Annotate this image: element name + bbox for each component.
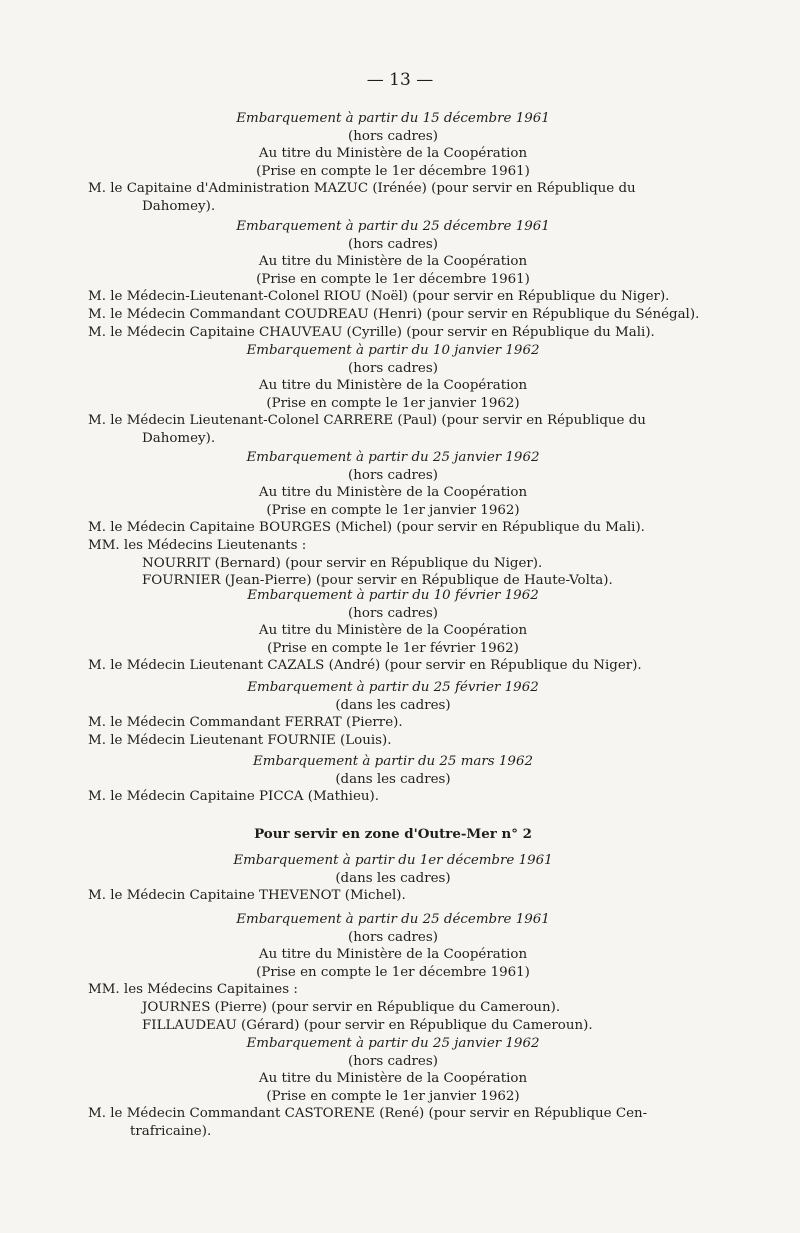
cadres-note: (dans les cadres) bbox=[335, 870, 451, 886]
ministry-line: Au titre du Ministère de la Coopération bbox=[258, 947, 528, 963]
entry-line: M. le Médecin Capitaine THEVENOT (Michel). bbox=[88, 888, 406, 904]
cadres-note: (hors cadres) bbox=[348, 929, 438, 945]
entry-line: M. le Médecin Lieutenant CAZALS (André) (pour servir en République du Niger). bbox=[88, 658, 642, 674]
embark-heading: Embarquement à partir du 10 janvier 1962 bbox=[246, 343, 540, 358]
ministry-line: Au titre du Ministère de la Coopération bbox=[258, 146, 528, 162]
entry-line: Dahomey). bbox=[142, 198, 216, 214]
cadres-note: (hors cadres) bbox=[348, 467, 438, 483]
cadres-note: (dans les cadres) bbox=[335, 697, 451, 713]
zone-section-1 bbox=[88, 852, 698, 905]
section-1 bbox=[88, 110, 698, 216]
entry-line: M. le Médecin Lieutenant FOURNIE (Louis). bbox=[88, 732, 392, 748]
prise-line: (Prise en compte le 1er janvier 1962) bbox=[266, 1088, 520, 1104]
zone-section-2 bbox=[88, 911, 698, 1034]
cadres-note: (hors cadres) bbox=[348, 1053, 438, 1069]
section-5 bbox=[88, 587, 698, 675]
cadres-note: (hors cadres) bbox=[348, 360, 438, 376]
prise-line: (Prise en compte le 1er décembre 1961) bbox=[256, 964, 530, 980]
cadres-note: (hors cadres) bbox=[348, 236, 438, 252]
entry-line: M. le Médecin Commandant FERRAT (Pierre). bbox=[88, 715, 403, 731]
entry-line: M. le Médecin Capitaine PICCA (Mathieu). bbox=[88, 789, 379, 805]
section-3 bbox=[88, 342, 698, 448]
cadres-note: (hors cadres) bbox=[348, 128, 438, 144]
entry-line: M. le Capitaine d'Administration MAZUC (Irénée) (pour servir en République du bbox=[88, 181, 636, 197]
section-7 bbox=[88, 753, 698, 806]
embark-heading: Embarquement à partir du 25 décembre 1961 bbox=[236, 219, 550, 234]
section-6 bbox=[88, 679, 698, 749]
page-number: — 13 — bbox=[366, 70, 434, 90]
entry-line: M. le Médecin Commandant COUDREAU (Henri) (pour servir en République du Sénégal). bbox=[88, 306, 700, 322]
ministry-line: Au titre du Ministère de la Coopération bbox=[258, 1071, 528, 1087]
entry-line: FOURNIER (Jean-Pierre) (pour servir en République de Haute-Volta). bbox=[142, 573, 613, 589]
prise-line: (Prise en compte le 1er janvier 1962) bbox=[266, 502, 520, 518]
embark-heading: Embarquement à partir du 10 février 1962 bbox=[247, 588, 539, 603]
prise-line: (Prise en compte le 1er février 1962) bbox=[267, 640, 519, 656]
cadres-note: (hors cadres) bbox=[348, 605, 438, 621]
embark-heading: Embarquement à partir du 25 février 1962 bbox=[247, 680, 539, 695]
entry-line: M. le Médecin Capitaine BOURGES (Michel) (pour servir en République du Mali). bbox=[88, 520, 645, 536]
zone-section-3 bbox=[88, 1035, 698, 1141]
embark-heading: Embarquement à partir du 15 décembre 1961 bbox=[236, 111, 550, 126]
ministry-line: Au titre du Ministère de la Coopération bbox=[258, 254, 528, 270]
ministry-line: Au titre du Ministère de la Coopération bbox=[258, 623, 528, 639]
entry-line: trafricaine). bbox=[130, 1123, 212, 1139]
embark-heading: Embarquement à partir du 25 décembre 1961 bbox=[236, 912, 550, 927]
section-4 bbox=[88, 449, 698, 590]
entry-line: Dahomey). bbox=[142, 430, 216, 446]
entry-line: M. le Médecin Capitaine CHAUVEAU (Cyrille) (pour servir en République du Mali). bbox=[88, 324, 655, 340]
embark-heading: Embarquement à partir du 25 mars 1962 bbox=[253, 754, 533, 769]
entry-line: NOURRIT (Bernard) (pour servir en République du Niger). bbox=[142, 555, 543, 571]
prise-line: (Prise en compte le 1er janvier 1962) bbox=[266, 395, 520, 411]
prise-line: (Prise en compte le 1er décembre 1961) bbox=[256, 271, 530, 287]
prise-line: (Prise en compte le 1er décembre 1961) bbox=[256, 163, 530, 179]
entry-line: M. le Médecin Commandant CASTORENE (René) (pour servir en République Cen- bbox=[88, 1106, 648, 1122]
entry-line: JOURNES (Pierre) (pour servir en République du Cameroun). bbox=[142, 999, 561, 1015]
zone-heading: Pour servir en zone d'Outre-Mer n° 2 bbox=[254, 826, 532, 842]
zone-section bbox=[88, 826, 698, 842]
ministry-line: Au titre du Ministère de la Coopération bbox=[258, 378, 528, 394]
ministry-line: Au titre du Ministère de la Coopération bbox=[258, 485, 528, 501]
entry-line: M. le Médecin-Lieutenant-Colonel RIOU (Noël) (pour servir en République du Niger). bbox=[88, 289, 670, 305]
embark-heading: Embarquement à partir du 25 janvier 1962 bbox=[246, 450, 540, 465]
entry-line: M. le Médecin Lieutenant-Colonel CARRERE (Paul) (pour servir en République du bbox=[88, 413, 646, 429]
embark-heading: Embarquement à partir du 1er décembre 1961 bbox=[233, 853, 553, 868]
entry-line: MM. les Médecins Capitaines : bbox=[88, 982, 298, 998]
embark-heading: Embarquement à partir du 25 janvier 1962 bbox=[246, 1036, 540, 1051]
section-2 bbox=[88, 218, 698, 341]
entry-line: MM. les Médecins Lieutenants : bbox=[88, 537, 307, 553]
entry-line: FILLAUDEAU (Gérard) (pour servir en République du Cameroun). bbox=[142, 1017, 593, 1033]
cadres-note: (dans les cadres) bbox=[335, 771, 451, 787]
